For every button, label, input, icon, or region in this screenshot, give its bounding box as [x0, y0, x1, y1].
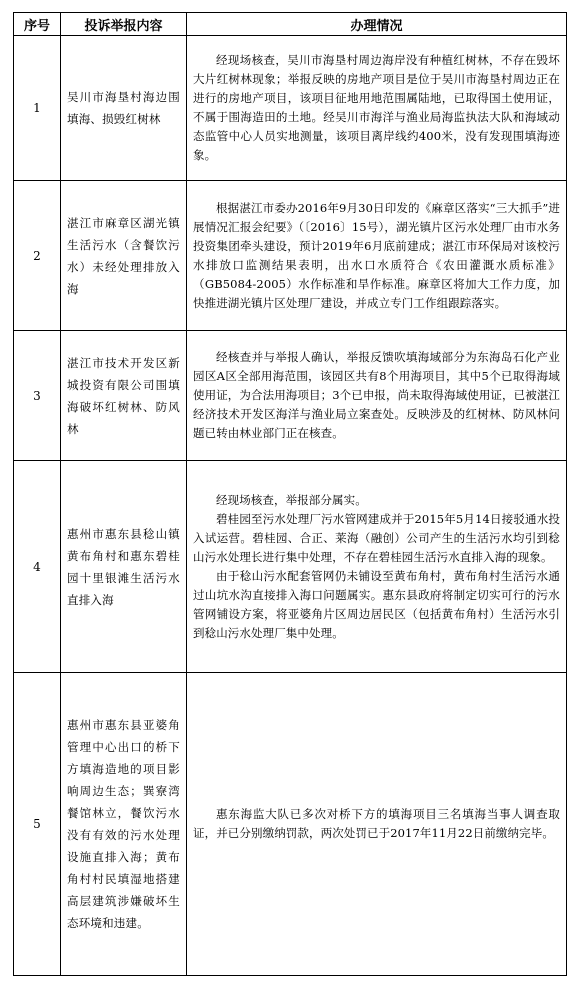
row-index: 1	[14, 36, 61, 181]
handling-result	[187, 461, 567, 673]
row-index: 3	[14, 331, 61, 461]
complaint-content: 惠州市惠东县亚婆角管理中心出口的桥下方填海造地的项目影响周边生态；巽寮湾餐馆林立，餐饮污水没有有效的污水处理设施直排入海；黄布角村村民填湿地搭建高层建筑涉嫌破坏生态环境和违建。	[61, 673, 187, 976]
complaint-content: 惠州市惠东县稔山镇黄布角村和惠东碧桂园十里银滩生活污水直排入海	[61, 461, 187, 673]
header-result: 办理情况	[187, 13, 567, 36]
result-paragraph: 经核查并与举报人确认，举报反馈吹填海域部分为东海岛石化产业园区A区全部用海范围，该园区共有8个用海项目，其中5个已取得海域使用证，为合法用海项目；3个已申报，尚未取得海域使用证，已被湛江经济技术开发区海洋与渔业局立案查处。反映涉及的红树林、防风林问题已转由林业部门正在核查。	[193, 350, 561, 440]
table-header-row	[14, 13, 567, 36]
complaint-content: 湛江市技术开发区新城投资有限公司围填海破坏红树林、防风林	[61, 331, 187, 461]
complaint-table	[13, 12, 567, 976]
result-paragraph: 经现场核查，举报部分属实。	[216, 492, 367, 507]
handling-result	[187, 673, 567, 976]
result-paragraph: 根据湛江市委办2016年9月30日印发的《麻章区落实“三大抓手”进展情况汇报会纪要》（〔2016〕15号），湖光镇片区污水处理厂由市水务投资集团牵头建设，预计2019年6月底前建成；湛江市环保局对该校污水排放口监测结果表明，出水口水质符合《农田灌溉水质标准》（GB5084-2005）水作标准和旱作标准。麻章区将加大工作力度，加快推进湖光镇片区处理厂建设，并成立专门工作组跟踪落实。	[193, 200, 560, 310]
table-row	[14, 461, 567, 673]
handling-result	[187, 331, 567, 461]
row-index: 5	[14, 673, 61, 976]
header-complaint: 投诉举报内容	[61, 13, 187, 36]
result-paragraph: 由于稔山污水配套管网仍未铺设至黄布角村，黄布角村生活污水通过山坑水沟直接排入海口问题属实。惠东县政府将制定切实可行的污水管网铺设方案，将亚婆角片区周边居民区（包括黄布角村）生活污水引到稔山污水处理厂集中处理。	[193, 568, 560, 640]
header-index: 序号	[14, 13, 61, 36]
table-row	[14, 181, 567, 331]
table-row	[14, 673, 567, 976]
result-paragraph: 惠东海监大队已多次对桥下方的填海项目三名填海当事人调查取证，并已分别缴纳罚款，两次处罚已于2017年11月22日前缴纳完毕。	[193, 807, 560, 840]
handling-result	[187, 36, 567, 181]
result-paragraph: 经现场核查，吴川市海垦村周边海岸没有种植红树林，不存在毁坏大片红树林现象；举报反映的房地产项目是位于吴川市海垦村周边正在进行的房地产项目，该项目征地用地范围属陆地，已取得国土使用证，不属于围海造田的土地。经吴川市海洋与渔业局海监执法大队和海域动态监管中心人员实地测量，该项目离岸线约400米，没有发现围填海迹象。	[193, 53, 560, 162]
table-row	[14, 331, 567, 461]
handling-result	[187, 181, 567, 331]
table-row	[14, 36, 567, 181]
complaint-content: 吴川市海垦村海边围填海、损毁红树林	[61, 36, 187, 181]
result-paragraph: 碧桂园至污水处理厂污水管网建成并于2015年5月14日接驳通水投入试运营。碧桂园、合正、莱海（融创）公司产生的生活污水均引到稔山污水处理长进行集中处理，不存在碧桂园生活污水直排入海的现象。	[193, 511, 560, 564]
complaint-content: 湛江市麻章区湖光镇生活污水（含餐饮污水）未经处理排放入海	[61, 181, 187, 331]
row-index: 4	[14, 461, 61, 673]
row-index: 2	[14, 181, 61, 331]
